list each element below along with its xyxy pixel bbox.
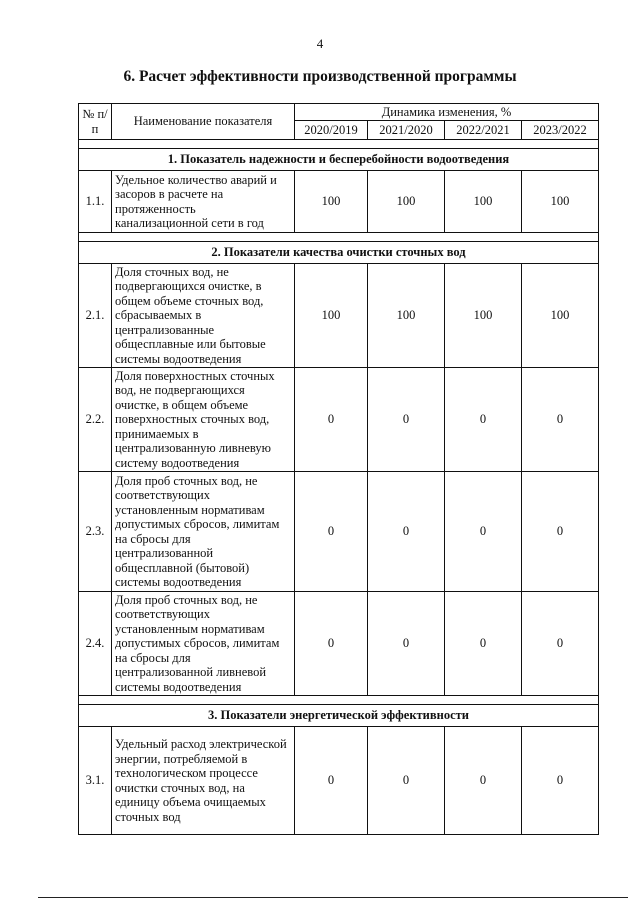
row-value: 0	[368, 472, 445, 592]
row-value: 0	[295, 368, 368, 472]
row-value: 0	[445, 368, 522, 472]
row-value: 0	[295, 472, 368, 592]
table-row	[79, 171, 599, 233]
row-value: 100	[295, 171, 368, 233]
row-name: Удельное количество аварий и засоров в расчете на протяженность канализационной сети в год	[112, 171, 295, 233]
row-value: 0	[522, 472, 599, 592]
row-value: 100	[445, 171, 522, 233]
row-value: 100	[295, 264, 368, 368]
row-value: 0	[522, 727, 599, 835]
row-number: 1.1.	[79, 171, 112, 233]
spacer-row	[79, 233, 599, 242]
row-value: 100	[368, 171, 445, 233]
row-value: 100	[445, 264, 522, 368]
section-title: 2. Показатели качества очистки сточных вод	[79, 242, 599, 264]
section-title: 3. Показатели энергетической эффективности	[79, 705, 599, 727]
page-number: 4	[316, 36, 324, 51]
table-row	[79, 264, 599, 368]
table-row	[79, 592, 599, 696]
row-value: 0	[445, 472, 522, 592]
header-period: 2021/2020	[368, 121, 445, 140]
header-num: № п/п	[79, 104, 112, 140]
efficiency-table	[78, 103, 599, 835]
spacer-row	[79, 140, 599, 149]
section-title: 1. Показатель надежности и бесперебойности водоотведения	[79, 149, 599, 171]
row-value: 0	[295, 727, 368, 835]
row-number: 2.2.	[79, 368, 112, 472]
row-name: Удельный расход электрической энергии, потребляемой в технологическом процессе очистки сточных вод, на единицу объема очищаемых сточных вод	[112, 727, 295, 835]
row-value: 0	[368, 592, 445, 696]
page-title: 6. Расчет эффективности производственной программы	[123, 68, 517, 85]
row-value: 100	[522, 171, 599, 233]
row-value: 100	[368, 264, 445, 368]
row-value: 0	[368, 368, 445, 472]
row-value: 0	[295, 592, 368, 696]
row-name: Доля проб сточных вод, не соответствующих установленным нормативам допустимых сбросов, лимитам на сбросы для централизованной ливневой системы водоотведения	[112, 592, 295, 696]
table-row	[79, 727, 599, 835]
row-value: 0	[445, 727, 522, 835]
row-number: 2.1.	[79, 264, 112, 368]
row-name: Доля поверхностных сточных вод, не подвергающихся очистке, в общем объеме поверхностных сточных вод, принимаемых в централизованную ливневую систему водоотведения	[112, 368, 295, 472]
page-bottom-edge	[38, 897, 628, 898]
row-name: Доля сточных вод, не подвергающихся очистке, в общем объеме сточных вод, сбрасываемых в централизованные общесплавные или бытовые системы водоотведения	[112, 264, 295, 368]
row-name: Доля проб сточных вод, не соответствующих установленным нормативам допустимых сбросов, лимитам на сбросы для централизованной общесплавной (бытовой) системы водоотведения	[112, 472, 295, 592]
header-period: 2022/2021	[445, 121, 522, 140]
row-number: 2.4.	[79, 592, 112, 696]
header-period: 2023/2022	[522, 121, 599, 140]
table-row	[79, 368, 599, 472]
row-value: 0	[445, 592, 522, 696]
row-number: 3.1.	[79, 727, 112, 835]
header-period: 2020/2019	[295, 121, 368, 140]
row-value: 100	[522, 264, 599, 368]
spacer-row	[79, 696, 599, 705]
header-dynamics: Динамика изменения, %	[295, 104, 599, 121]
table-row	[79, 472, 599, 592]
row-value: 0	[522, 592, 599, 696]
row-value: 0	[522, 368, 599, 472]
row-value: 0	[368, 727, 445, 835]
header-name: Наименование показателя	[112, 104, 295, 140]
row-number: 2.3.	[79, 472, 112, 592]
